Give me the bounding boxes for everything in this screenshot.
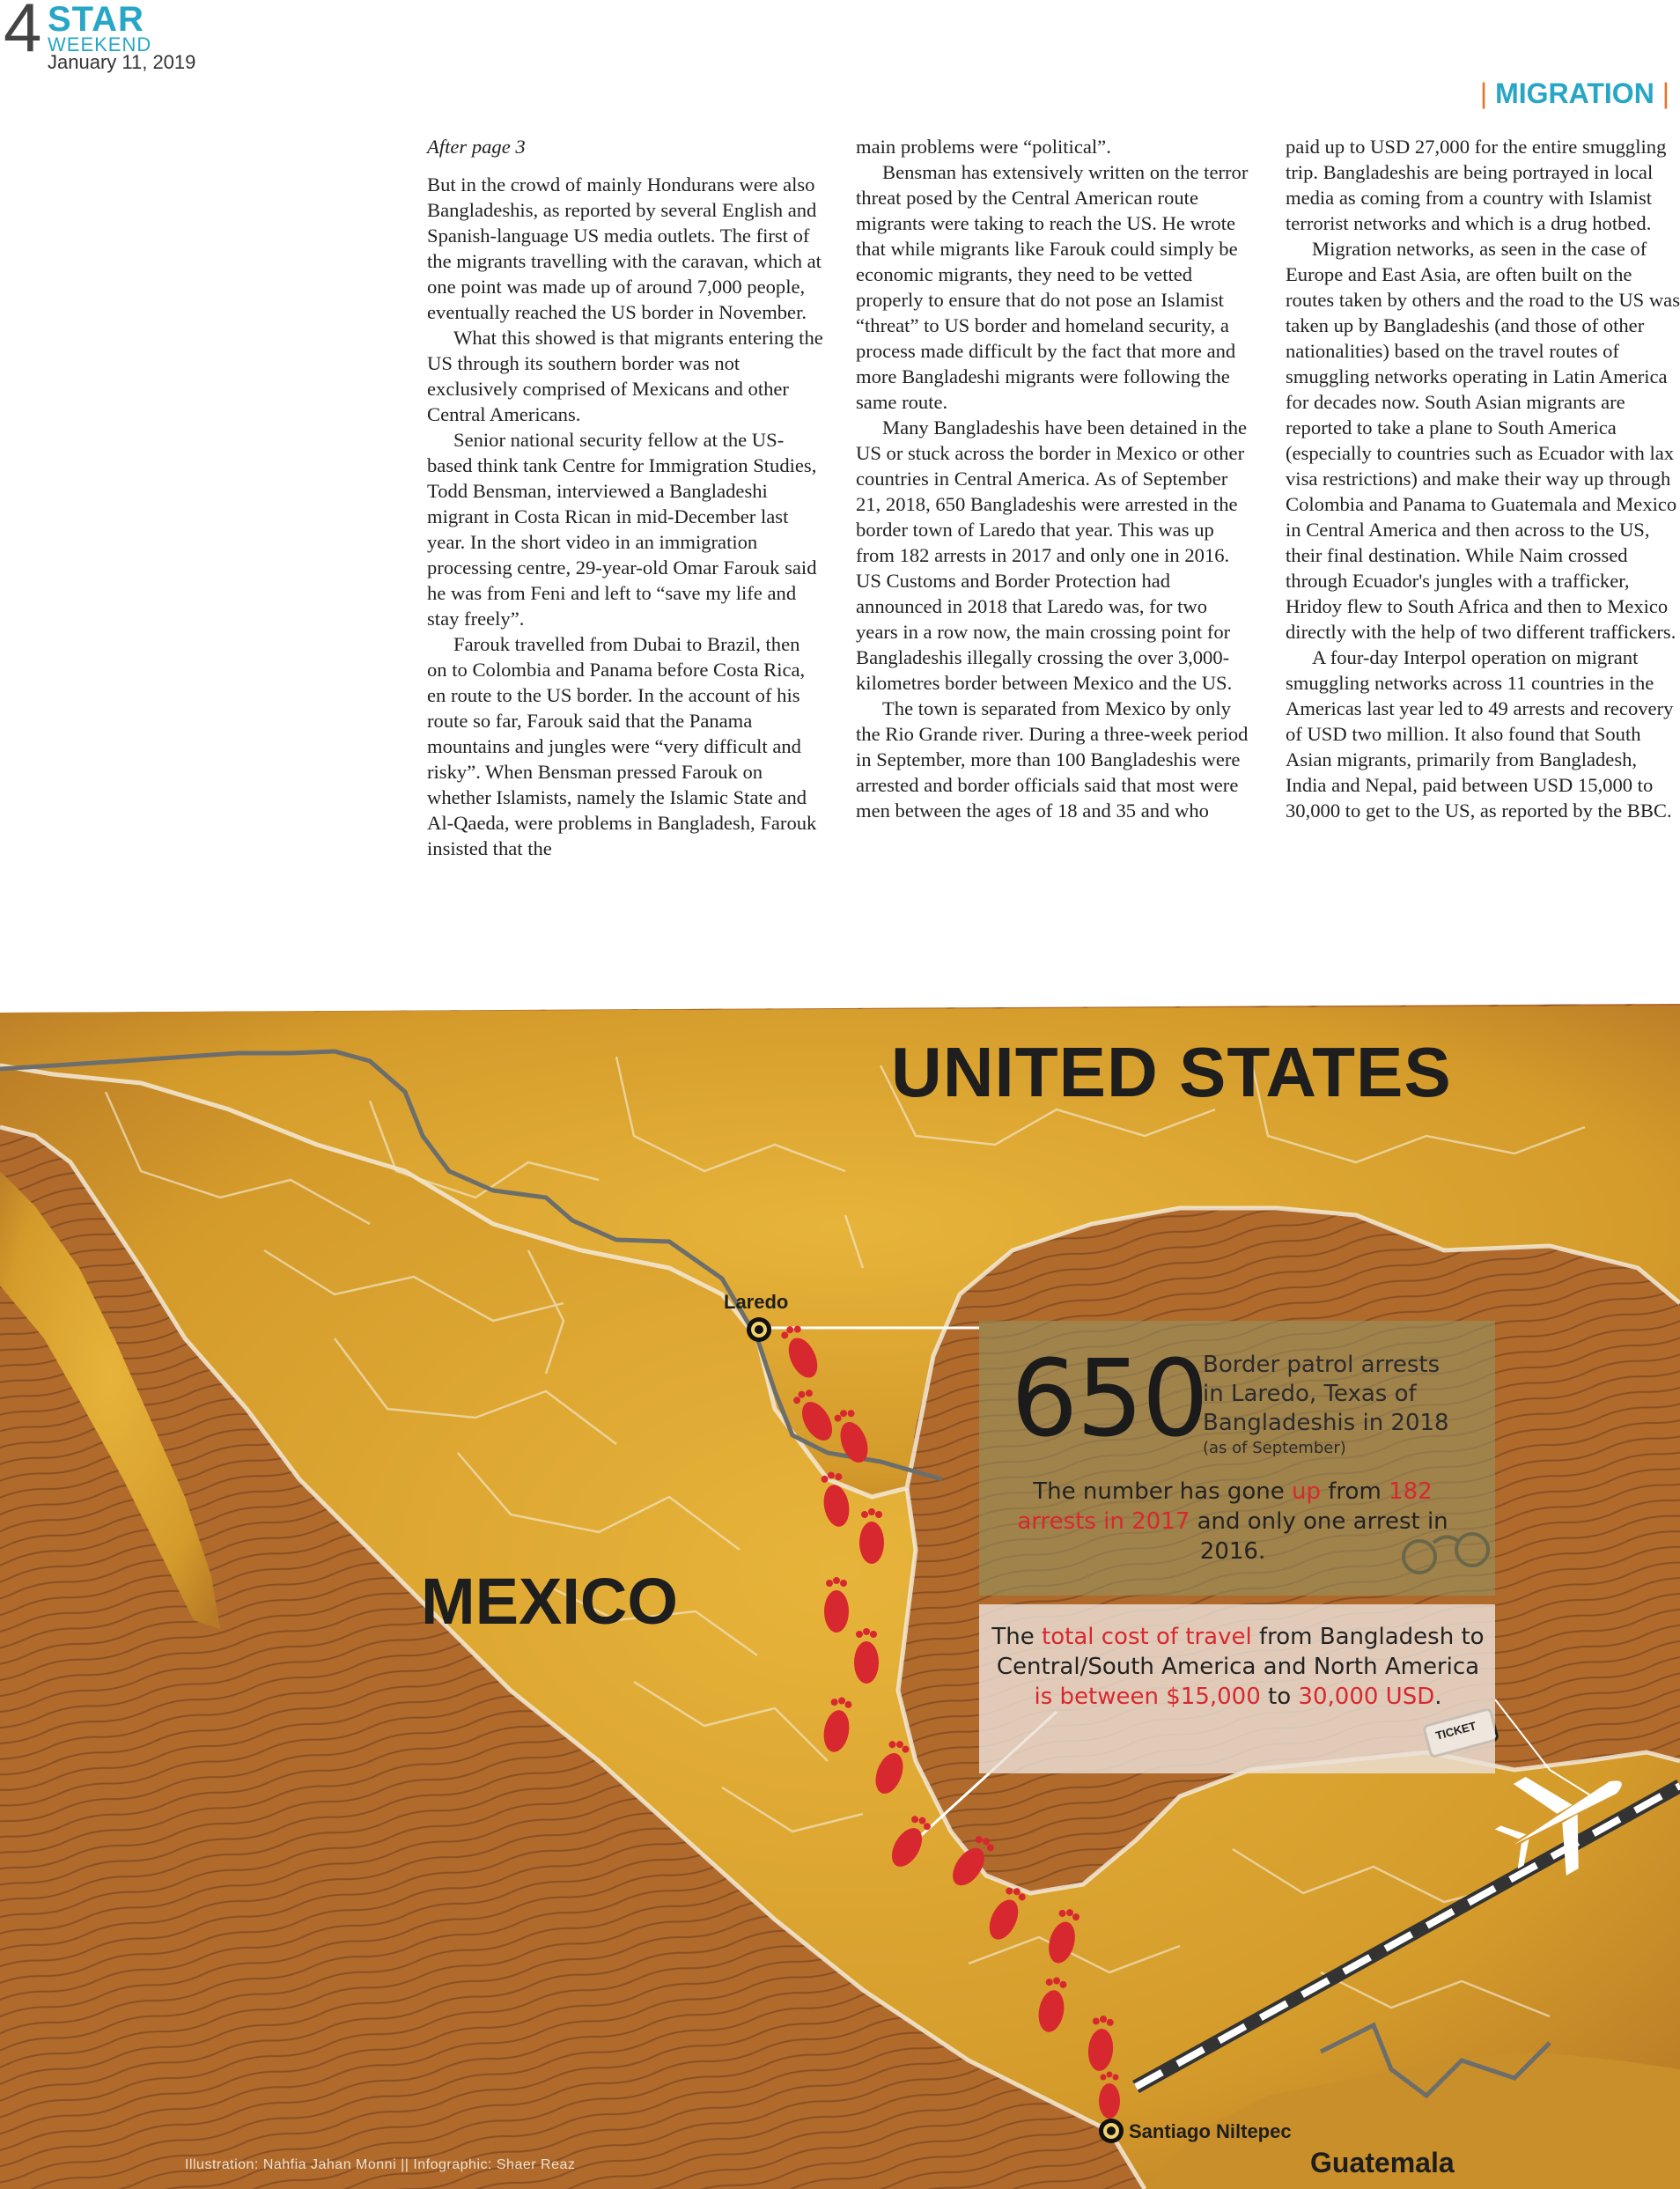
paragraph: Bensman has extensively written on the terror threat posed by the Central American route migrants were taking to reach the US. He wrote that while migrants like Farouk could simply be economic migrants, they need to be vetted properly to ensure that do not pose an Islamist “threat” to US border and homeland security, a process made difficult by the fact that more and more Bangladeshi migrants were following the same route. <box>856 161 1249 413</box>
paragraph: Senior national security fellow at the US-based think tank Centre for Immigration Studies, Todd Bensman, interviewed a Bangladeshi migrant in Costa Rican in mid-December last year. In the short video in an immigration processing centre, 29-year-old Omar Farouk said he was from Feni and left to “save my life and stay freely”. <box>427 429 817 630</box>
brand-weekend: WEEKEND <box>48 33 152 55</box>
label-united-states: UNITED STATES <box>891 1033 1452 1111</box>
santiago-marker <box>1099 2119 1124 2143</box>
trend-text: from <box>1321 1478 1389 1505</box>
cost-highlight: 30,000 USD <box>1298 1684 1435 1710</box>
cost-text: to <box>1260 1684 1299 1710</box>
label-laredo: Laredo <box>724 1291 789 1313</box>
paragraph: Many Bangladeshis have been detained in the US or stuck across the border in Mexico or other countries in Central America. As of September 21, 2018, 650 Bangladeshis were arrested in the border town of Laredo that year. This was up from 182 arrests in 2017 and only one in 2016. US Customs and Border Protection had announced in 2018 that Laredo was, for two years in a row now, the main crossing point for Bangladeshis illegally crossing the over 3,000-kilometres border between Mexico and the US. <box>856 416 1248 694</box>
paragraph: But in the crowd of mainly Hondurans were also Bangladeshis, as reported by several English and Spanish-language US media outlets. The first of the migrants travelling with the caravan, which at one point was made up of around 7,000 people, eventually reached the US border in November. <box>427 173 822 323</box>
cost-highlight: total cost of travel <box>1042 1624 1252 1650</box>
cost-text <box>1159 1684 1166 1710</box>
cost-highlight: $15,000 <box>1166 1684 1261 1710</box>
trend-text: The number has gone <box>1033 1478 1293 1505</box>
trend-text: and only one arrest in 2016. <box>1190 1508 1448 1565</box>
arrests-number: 650 <box>1011 1338 1208 1461</box>
brand-star: STAR <box>48 0 144 39</box>
trend-highlight: up <box>1292 1478 1322 1505</box>
section-name: MIGRATION <box>1495 77 1654 109</box>
section-label <box>1480 77 1669 110</box>
arrests-trend <box>1013 1477 1453 1566</box>
paragraph: Migration networks, as seen in the case of Europe and East Asia, are often built on the routes taken by others and the road to the US was taken up by Bangladeshis (and those of other nationalities) based on the travel routes of smuggling networks operating in Latin America for decades now. South Asian migrants are reported to take a plane to South America (especially to countries such as Ecuador with lax visa restrictions) and make their way up through Colombia and Panama to Guatemala and Mexico in Central America and then across to the US, their final destination. While Naim crossed through Ecuador's jungles with a trafficker, Hridoy flew to South Africa and then to Mexico directly with the help of two different traffickers. <box>1286 238 1680 643</box>
trend-highlight: 182 arrests in 2017 <box>1017 1478 1433 1535</box>
arrests-line-2: in Laredo, Texas of <box>1203 1381 1417 1407</box>
travel-cost-text <box>991 1622 1485 1712</box>
paragraph: Farouk travelled from Dubai to Brazil, then on to Colombia and Panama before Costa Rica, en route to the US border. In the account of his route so far, Farouk said that the Panama mountains and jungles were “very difficult and risky”. When Bensman pressed Farouk on whether Islamists, namely the Islamic State and Al-Qaeda, were problems in Bangladesh, Farouk insisted that the <box>427 633 817 859</box>
article-column-2 <box>856 134 1252 823</box>
label-santiago-niltepec: Santiago Niltepec <box>1129 2120 1292 2142</box>
page-number: 4 <box>4 0 42 66</box>
image-credit: Illustration: Nahfia Jahan Monni || Infographic: Shaer Reaz <box>185 2157 576 2172</box>
arrests-description <box>1203 1351 1449 1438</box>
article-column-1 <box>427 134 823 861</box>
brand-logo <box>48 2 151 55</box>
paragraph: The town is separated from Mexico by only the Rio Grande river. During a three-week period in September, more than 100 Bangladeshis were arrested and border officials said that most were men between the ages of 18 and 35 and who <box>856 697 1249 822</box>
cost-text: from Bangladesh to Central/South America and North America <box>996 1624 1485 1680</box>
laredo-marker <box>747 1317 771 1342</box>
paragraph: A four-day Interpol operation on migrant smuggling networks across 11 countries in the Americas last year led to 49 arrests and recovery of USD two million. It also found that South Asian migrants, primarily from Bangladesh, India and Nepal, paid between USD 15,000 to 30,000 to get to the US, as reported by the BBC. <box>1286 646 1674 822</box>
continued-from: After page 3 <box>427 136 526 158</box>
cost-text: . <box>1434 1684 1442 1710</box>
article-column-3 <box>1286 134 1680 823</box>
cost-text: The <box>991 1624 1043 1650</box>
arrests-line-1: Border patrol arrests <box>1203 1352 1441 1378</box>
paragraph: main problems were “political”. <box>856 136 1111 158</box>
label-mexico: MEXICO <box>421 1565 678 1638</box>
label-guatemala: Guatemala <box>1310 2147 1455 2178</box>
issue-date: January 11, 2019 <box>48 51 196 73</box>
section-bar-left: | <box>1479 77 1488 109</box>
paragraph: What this showed is that migrants entering the US through its southern border was not exclusively comprised of Mexicans and other Central Americans. <box>427 327 823 425</box>
paragraph: paid up to USD 27,000 for the entire smuggling trip. Bangladeshis are being portrayed in local media as coming from a country with Islamist terrorist networks and which is a drug hotbed. <box>1286 136 1667 234</box>
section-bar-right: | <box>1662 77 1669 109</box>
arrests-line-3: Bangladeshis in 2018 <box>1203 1410 1449 1436</box>
arrests-note: (as of September) <box>1203 1439 1346 1457</box>
ticket-label: TICKET <box>1433 1719 1478 1743</box>
migration-map <box>0 1002 1680 2189</box>
cost-highlight: is between <box>1034 1684 1159 1710</box>
